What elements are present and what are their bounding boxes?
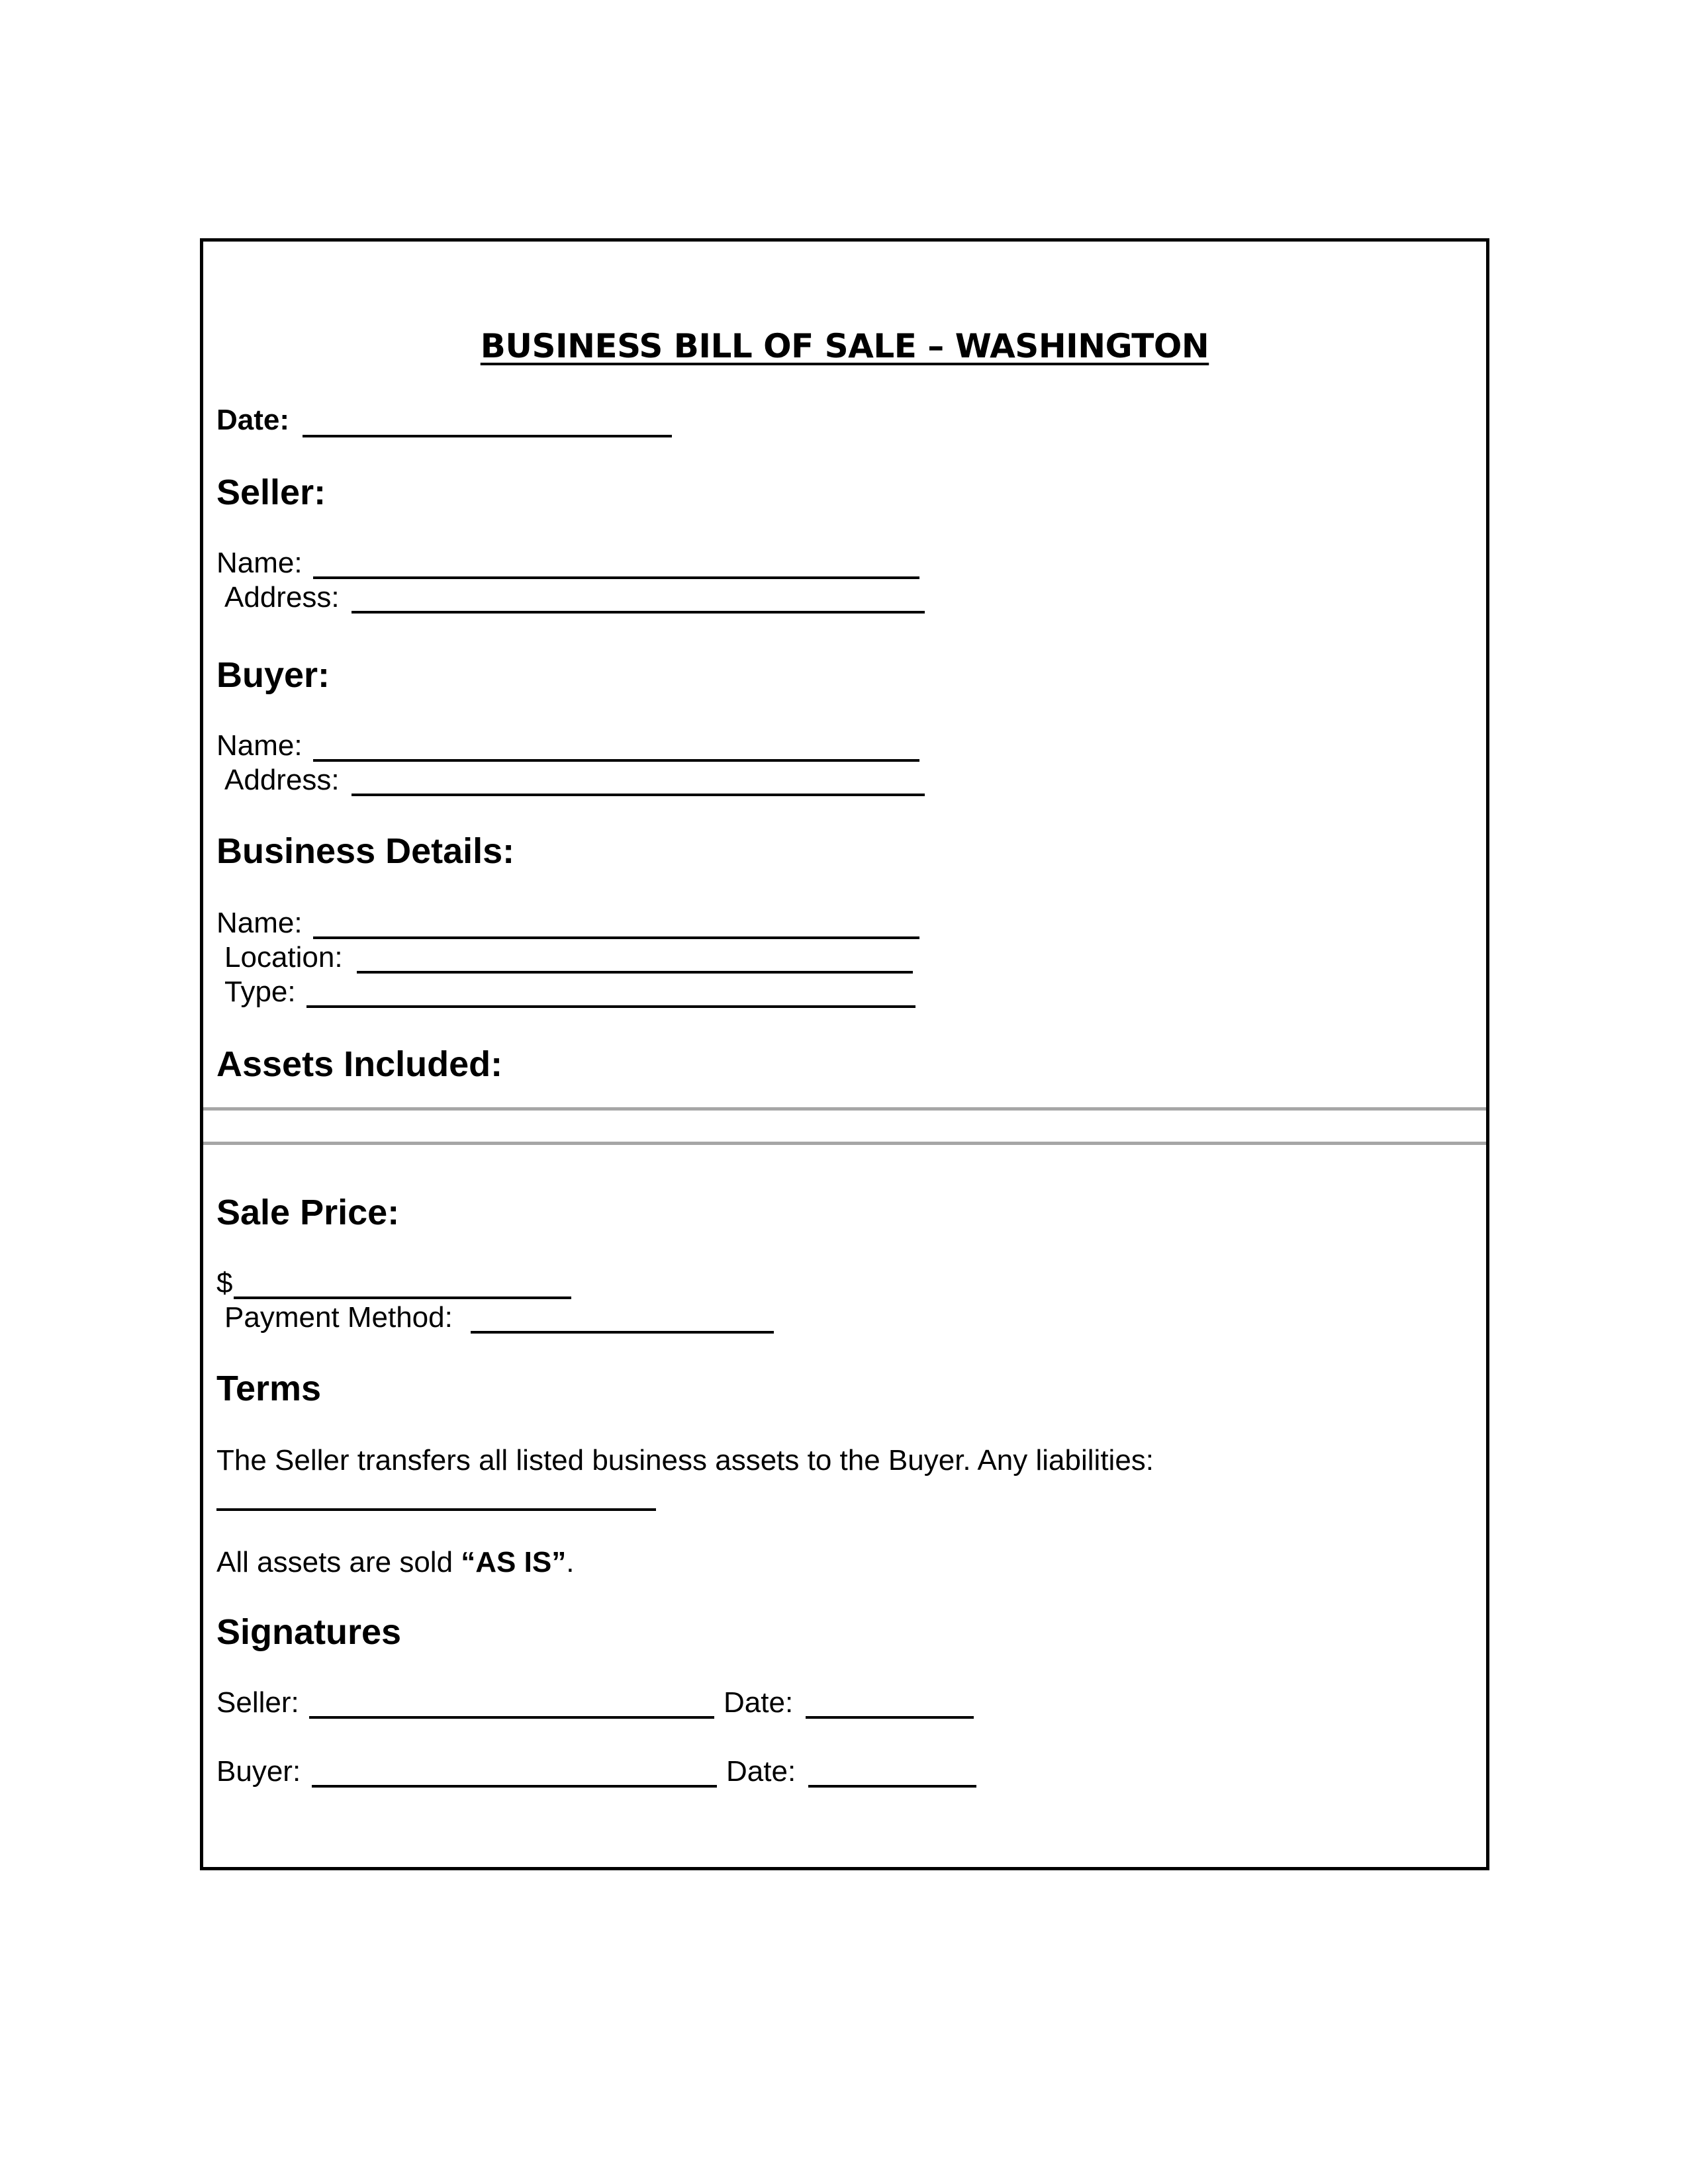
assets-rule-top: [203, 1107, 1486, 1111]
payment-method-label: Payment Method:: [224, 1301, 453, 1334]
business-name-label: Name:: [216, 907, 303, 939]
as-is-statement: [216, 1545, 574, 1580]
buyer-heading: Buyer:: [216, 655, 330, 695]
seller-name-label: Name:: [216, 547, 303, 579]
buyer-address-label: Address:: [224, 764, 340, 796]
business-type-field[interactable]: [306, 1005, 915, 1008]
assets-rule-bottom: [203, 1142, 1486, 1145]
business-name-field[interactable]: [313, 936, 919, 939]
assets-heading: Assets Included:: [216, 1044, 503, 1084]
seller-address-label: Address:: [224, 581, 340, 614]
business-location-field[interactable]: [357, 971, 913, 974]
seller-heading: Seller:: [216, 473, 326, 512]
date-label: Date:: [216, 404, 290, 436]
buyer-name-field[interactable]: [313, 759, 919, 762]
liabilities-field[interactable]: [216, 1508, 656, 1511]
seller-name-field[interactable]: [313, 576, 919, 579]
as-is-suffix: .: [566, 1546, 575, 1578]
form-title: BUSINESS BILL OF SALE – WASHINGTON: [480, 327, 1209, 365]
date-field[interactable]: [303, 435, 672, 437]
buyer-name-label: Name:: [216, 729, 303, 762]
business-location-label: Location:: [224, 941, 343, 974]
form-frame: [200, 238, 1489, 1870]
buyer-address-field[interactable]: [352, 794, 925, 796]
seller-date-label: Date:: [724, 1686, 794, 1719]
seller-signature-field[interactable]: [309, 1716, 714, 1719]
sale-price-field[interactable]: [234, 1297, 571, 1299]
terms-transfer-text: The Seller transfers all listed business assets to the Buyer. Any liabilities:: [216, 1444, 1154, 1477]
seller-date-field[interactable]: [806, 1716, 974, 1719]
buyer-signature-label: Buyer:: [216, 1755, 301, 1788]
as-is-value: “AS IS”: [461, 1546, 567, 1578]
seller-address-field[interactable]: [352, 611, 925, 614]
as-is-prefix: All assets are sold: [216, 1546, 461, 1578]
currency-symbol: $: [216, 1267, 233, 1299]
business-details-heading: Business Details:: [216, 831, 515, 871]
payment-method-field[interactable]: [471, 1331, 774, 1334]
terms-heading: Terms: [216, 1369, 322, 1408]
signatures-heading: Signatures: [216, 1612, 402, 1652]
business-type-label: Type:: [224, 976, 296, 1008]
buyer-signature-field[interactable]: [312, 1785, 717, 1788]
buyer-date-label: Date:: [726, 1755, 796, 1788]
sale-price-heading: Sale Price:: [216, 1193, 400, 1232]
seller-signature-label: Seller:: [216, 1686, 299, 1719]
buyer-date-field[interactable]: [808, 1785, 976, 1788]
